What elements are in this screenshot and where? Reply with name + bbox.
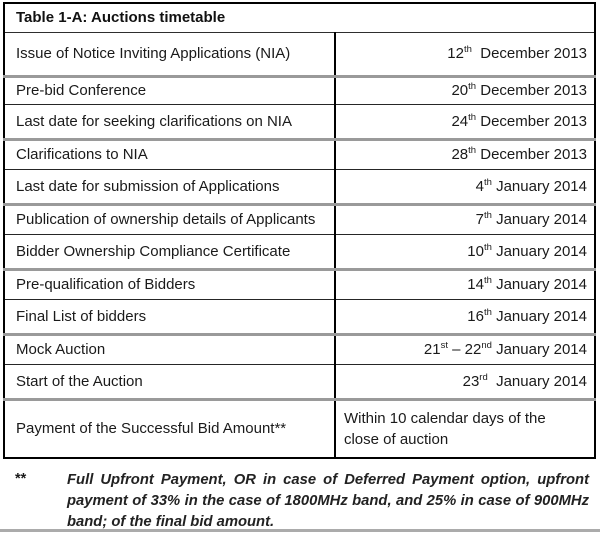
date-rest: January 2014 (491, 307, 587, 325)
date-rest: January 2014 (491, 211, 587, 228)
table-row (4, 76, 595, 104)
table-row (4, 204, 595, 234)
bottom-divider (0, 529, 600, 532)
event-date (335, 76, 595, 104)
event-date (335, 269, 595, 299)
table-row (4, 169, 595, 204)
table-title: Table 1-A: Auctions timetable (4, 3, 595, 32)
date-day: 4 (475, 177, 484, 195)
date-rest: December 2013 (471, 45, 587, 62)
event-date (335, 139, 595, 169)
date-day: 14 (467, 276, 484, 293)
event-label: Clarifications to NIA (4, 139, 335, 169)
footnote-text: Full Upfront Payment, OR in case of Deferred Payment option, upfront payment of 33% in the case of 1800MHz band, and 25% in case of 900MHz band; of the final bid amount. (67, 471, 589, 530)
date-ordinal: th (483, 306, 492, 318)
date-day: 20 (451, 82, 469, 99)
event-label: Last date for seeking clarifications on NIA (4, 104, 335, 139)
event-label: Pre-bid Conference (4, 76, 335, 104)
event-date (335, 204, 595, 234)
date-day: 7 (475, 211, 484, 228)
auctions-timetable-table (3, 2, 596, 459)
date-ordinal: th (483, 275, 492, 286)
date-rest: December 2013 (476, 82, 587, 99)
date-day: 24 (451, 112, 469, 130)
date-day: 12 (447, 45, 464, 62)
event-date (335, 364, 595, 399)
event-label: Pre-qualification of Bidders (4, 269, 335, 299)
table-row (4, 269, 595, 299)
event-date (335, 32, 595, 76)
event-date (335, 104, 595, 139)
table-row (4, 104, 595, 139)
date-mid: – 22 (447, 341, 482, 358)
event-label: Bidder Ownership Compliance Certificate (4, 234, 335, 269)
footnote-marker: ** (15, 470, 27, 487)
event-label: Last date for submission of Applications (4, 169, 335, 204)
date-day: 23 (462, 372, 480, 390)
event-date (335, 169, 595, 204)
date-rest: December 2013 (476, 146, 587, 163)
event-label: Final List of bidders (4, 299, 335, 334)
table-row (4, 32, 595, 76)
date-ordinal: th (468, 81, 477, 92)
date-ordinal: st (440, 340, 448, 351)
event-label: Publication of ownership details of Applicants (4, 204, 335, 234)
date-day: 21 (423, 341, 441, 358)
date-rest: January 2014 (491, 177, 587, 195)
date-ordinal: th (463, 44, 472, 55)
date-ordinal: th (468, 145, 477, 156)
event-date (335, 334, 595, 364)
date-ordinal: th (483, 176, 492, 188)
table-row (4, 299, 595, 334)
date-ordinal-2: nd (481, 340, 492, 351)
event-label: Mock Auction (4, 334, 335, 364)
date-rest: January 2014 (491, 276, 587, 293)
table-row (4, 364, 595, 399)
date-day: 28 (451, 146, 469, 163)
date-rest: January 2014 (491, 341, 587, 358)
date-day: 16 (467, 307, 484, 325)
event-date (335, 299, 595, 334)
date-ordinal: th (483, 210, 492, 221)
payment-deadline-value: Within 10 calendar days of the close of auction (335, 399, 595, 458)
table-row (4, 334, 595, 364)
event-label: Start of the Auction (4, 364, 335, 399)
date-ordinal: th (468, 111, 477, 123)
event-label: Issue of Notice Inviting Applications (NIA) (4, 32, 335, 76)
table-row (4, 139, 595, 169)
table-row (4, 234, 595, 269)
date-rest: December 2013 (476, 112, 587, 130)
footnote (0, 459, 600, 533)
date-rest: January 2014 (487, 372, 587, 390)
date-ordinal: th (483, 241, 492, 253)
date-rest: January 2014 (491, 242, 587, 260)
date-ordinal: rd (479, 371, 488, 383)
date-day: 10 (467, 242, 484, 260)
table-row (4, 399, 595, 458)
table-title-row (4, 3, 595, 32)
event-date (335, 234, 595, 269)
event-label: Payment of the Successful Bid Amount** (16, 420, 287, 437)
